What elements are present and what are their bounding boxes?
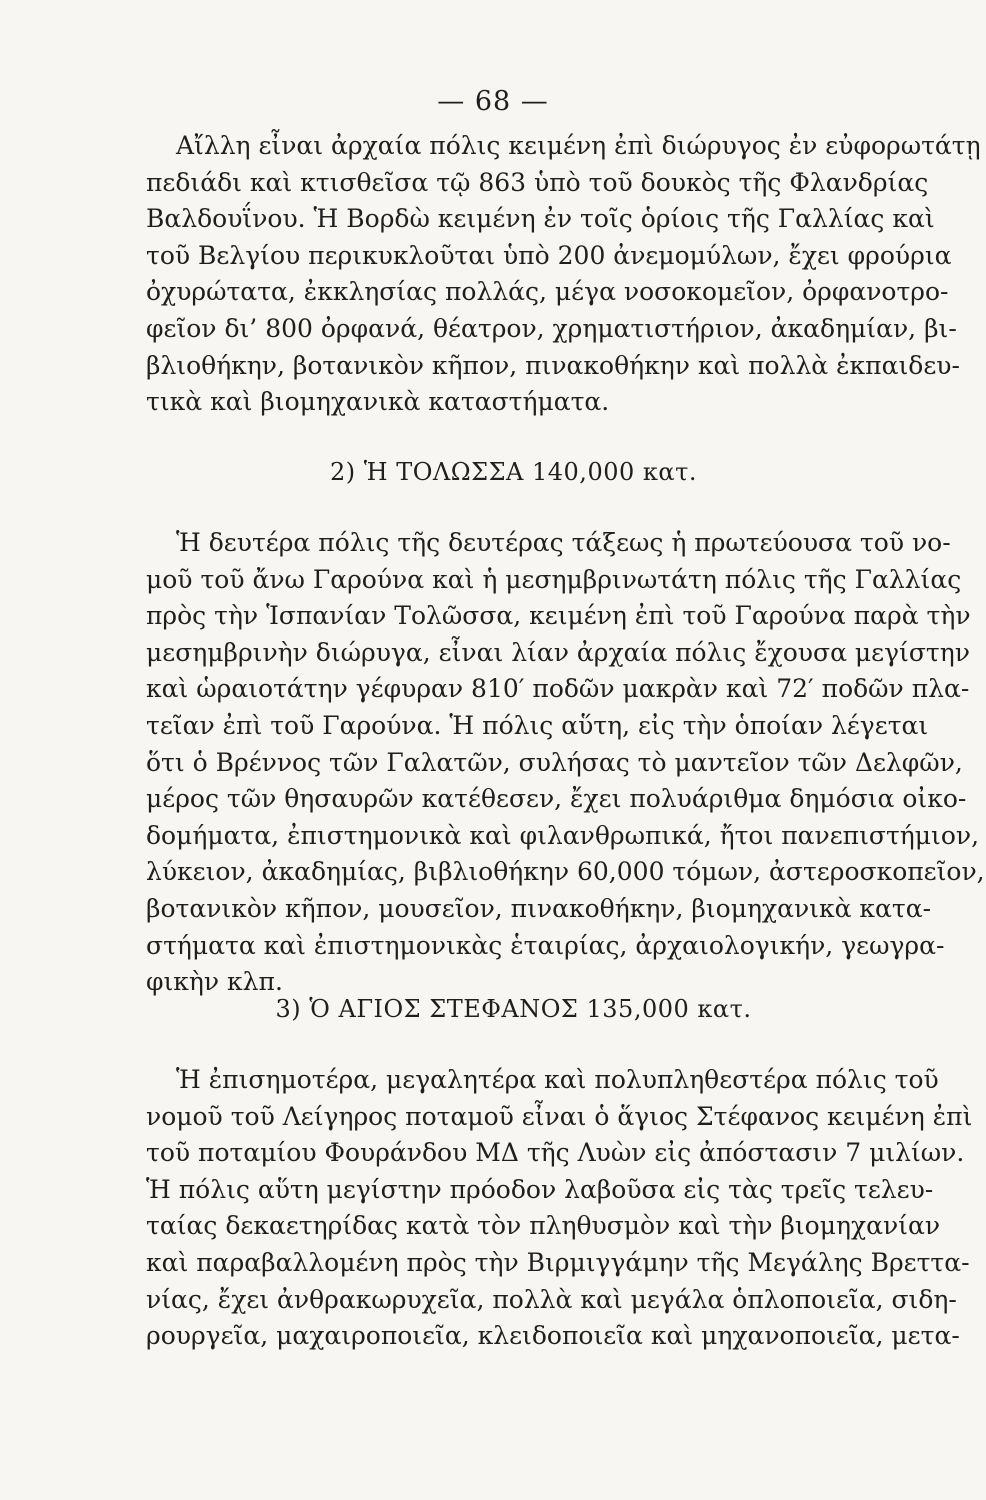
paragraph-toulouse bbox=[146, 525, 985, 1001]
text-line: πεδιάδι καὶ κτισθεῖσα τῷ 863 ὑπὸ τοῦ δουκὸς τῆς Φλανδρίας bbox=[146, 167, 929, 197]
text-line: φεῖον δι’ 800 ὀρφανά, θέατρον, χρηματιστήριον, ἀκαδημίαν, βι- bbox=[146, 313, 957, 343]
text-line: ταίας δεκαετηρίδας κατὰ τὸν πληθυσμὸν καὶ τὴν βιομηχανίαν bbox=[146, 1211, 941, 1241]
text-line: καὶ ὡραιοτάτην γέφυραν 810′ ποδῶν μακρὰν καὶ 72′ ποδῶν πλα- bbox=[146, 674, 970, 704]
text-line: ρουργεῖα, μαχαιροποιεῖα, κλειδοποιεῖα καὶ μηχανοποιεῖα, μετα- bbox=[146, 1321, 960, 1351]
text-line: Ἡ πόλις αὕτη μεγίστην πρόοδον λαβοῦσα εἰς τὰς τρεῖς τελευ- bbox=[146, 1174, 934, 1204]
paragraph-saint-etienne bbox=[146, 1062, 973, 1355]
text-line: Βαλδουΐνου. Ἡ Βορδὼ κειμένη ἐν τοῖς ὁρίοις τῆς Γαλλίας καὶ bbox=[146, 204, 935, 234]
text-line: μοῦ τοῦ ἄνω Γαρούνα καὶ ἡ μεσημβρινωτάτη πόλις τῆς Γαλλίας bbox=[146, 564, 962, 594]
text-line: τοῦ Βελγίου περικυκλοῦται ὑπὸ 200 ἀνεμομύλων, ἔχει φρούρια bbox=[146, 240, 952, 270]
text-line: ὅτι ὁ Βρέννος τῶν Γαλατῶν, συλήσας τὸ μαντεῖον τῶν Δελφῶν, bbox=[146, 747, 963, 777]
paragraph-lille-bordeaux bbox=[146, 128, 981, 421]
page-number: — 68 — bbox=[437, 86, 549, 117]
text-line: Αἴλλη εἶναι ἀρχαία πόλις κειμένη ἐπὶ διώρυγος ἐν εὐφορωτάτῃ bbox=[176, 131, 981, 160]
text-line: τοῦ ποταμίου Φουράνδου ΜΔ τῆς Λυὼν εἰς ἀπόστασιν 7 μιλίων. bbox=[146, 1138, 965, 1168]
text-line: μέρος τῶν θησαυρῶν κατέθεσεν, ἔχει πολυάριθμα δημόσια οἰκο- bbox=[146, 784, 967, 814]
text-line: δομήματα, ἐπιστημονικὰ καὶ φιλανθρωπικά, ἤτοι πανεπιστήμιον, bbox=[146, 820, 980, 850]
text-line: βοτανικὸν κῆπον, μουσεῖον, πινακοθήκην, βιομηχανικὰ κατα- bbox=[146, 893, 932, 923]
text-line: τικὰ καὶ βιομηχανικὰ καταστήματα. bbox=[146, 387, 610, 417]
text-line: στήματα καὶ ἐπιστημονικὰς ἑταιρίας, ἀρχαιολογικήν, γεωγρα- bbox=[146, 930, 945, 960]
text-line: νίας, ἔχει ἀνθρακωρυχεῖα, πολλὰ καὶ μεγάλα ὁπλοποιεῖα, σιδη- bbox=[146, 1284, 957, 1314]
text-line: Ἡ ἐπισημοτέρα, μεγαλητέρα καὶ πολυπληθεστέρα πόλις τοῦ bbox=[176, 1065, 939, 1094]
section-heading-toulouse: 2) Ἡ ΤΟΛΩΣΣΑ 140,000 κατ. bbox=[329, 458, 697, 486]
text-line: ὀχυρώτατα, ἐκκλησίας πολλάς, μέγα νοσοκομεῖον, ὀρφανοτρο- bbox=[146, 277, 949, 307]
text-line: βλιοθήκην, βοτανικὸν κῆπον, πινακοθήκην καὶ πολλὰ ἐκπαιδευ- bbox=[146, 350, 960, 380]
text-line: μεσημβρινὴν διώρυγα, εἶναι λίαν ἀρχαία πόλις ἔχουσα μεγίστην bbox=[146, 637, 970, 667]
text-line: νομοῦ τοῦ Λείγηρος ποταμοῦ εἶναι ὁ ἅγιος Στέφανος κειμένη ἐπὶ bbox=[146, 1101, 973, 1131]
text-line: λύκειον, ἀκαδημίας, βιβλιοθήκην 60,000 τόμων, ἀστεροσκοπεῖον, bbox=[146, 857, 985, 887]
text-line: πρὸς τὴν Ἱσπανίαν Τολῶσσα, κειμένη ἐπὶ τοῦ Γαρούνα παρὰ τὴν bbox=[146, 601, 971, 631]
text-line: Ἡ δευτέρα πόλις τῆς δευτέρας τάξεως ἡ πρωτεύουσα τοῦ νο- bbox=[176, 528, 951, 557]
text-line: φικὴν κλπ. bbox=[146, 967, 283, 997]
text-line: καὶ παραβαλλομένη πρὸς τὴν Βιρμιγγάμην τῆς Μεγάλης Βρεττα- bbox=[146, 1247, 970, 1277]
section-heading-saint-etienne: 3) Ὁ ΑΓΙΟΣ ΣΤΕΦΑΝΟΣ 135,000 κατ. bbox=[275, 995, 752, 1023]
text-line: τεῖαν ἐπὶ τοῦ Γαρούνα. Ἡ πόλις αὕτη, εἰς τὴν ὁποίαν λέγεται bbox=[146, 710, 929, 740]
